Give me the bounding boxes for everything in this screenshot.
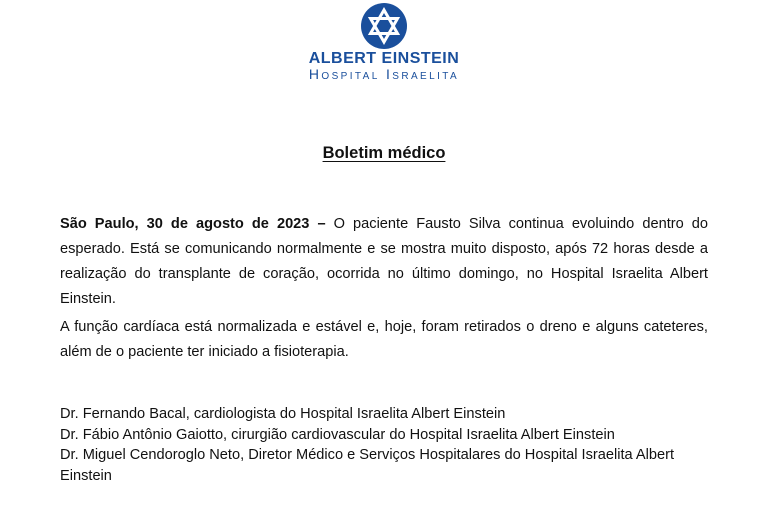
signature-line: Dr. Fábio Antônio Gaiotto, cirurgião cardiovascular do Hospital Israelita Albert Einstein	[60, 426, 615, 443]
star-of-david-globe-icon	[360, 2, 408, 50]
paragraph-1	[60, 212, 708, 312]
paragraph-1-lead: São Paulo, 30 de agosto de 2023 –	[60, 216, 326, 232]
paragraph-1-text: O paciente Fausto Silva continua evoluindo dentro do esperado. Está se comunicando normalmente e se mostra muito disposto, após 72 horas desde a realização do transplante de coração, ocorrida no último domingo, no Hospital Israelita Albert Einstein.	[60, 216, 708, 307]
page-title: Boletim médico	[322, 144, 446, 162]
signatures-block	[60, 404, 708, 486]
paragraph-2: A função cardíaca está normalizada e estável e, hoje, foram retirados o dreno e alguns cateteres, além de o paciente ter iniciado a fisioterapia.	[60, 319, 708, 360]
logo-subtitle: Hospital Israelita	[308, 66, 460, 82]
signature-line: Dr. Fernando Bacal, cardiologista do Hospital Israelita Albert Einstein	[60, 406, 506, 422]
logo-name: ALBERT EINSTEIN	[308, 50, 460, 67]
signature-line: Dr. Miguel Cendoroglo Neto, Diretor Médico e Serviços Hospitalares do Hospital Israelita Albert Einstein	[60, 447, 675, 484]
